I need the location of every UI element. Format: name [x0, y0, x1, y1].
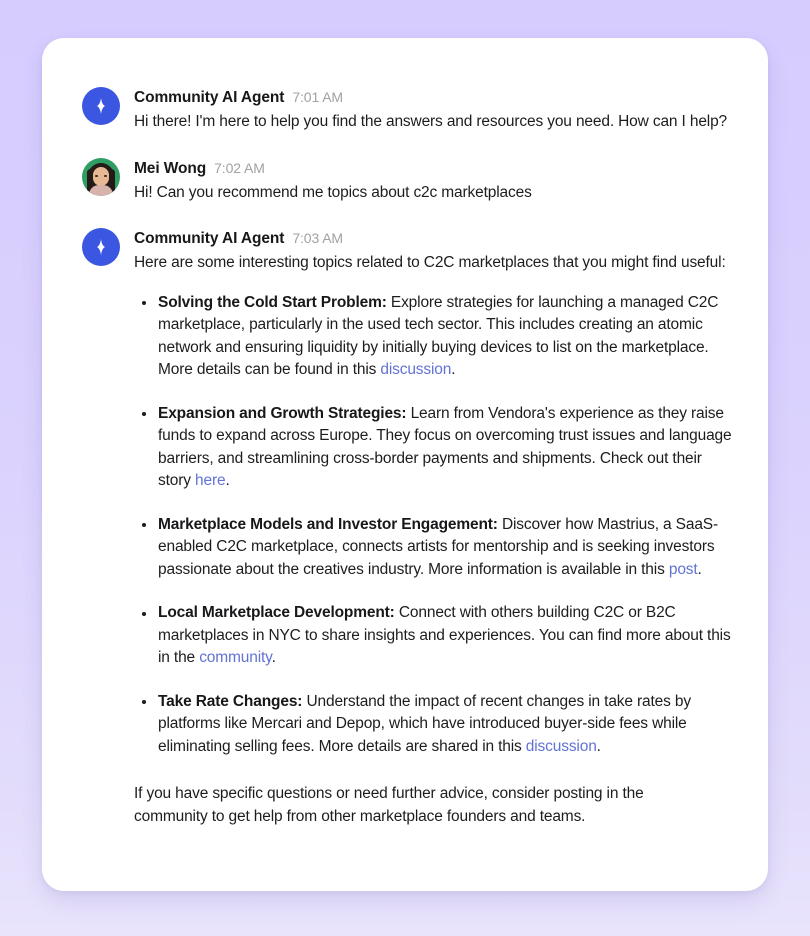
topic-link[interactable]: discussion — [380, 361, 452, 378]
topic-body-tail: . — [225, 472, 230, 489]
topic-title: Solving the Cold Start Problem: — [158, 293, 387, 311]
message-item — [82, 227, 734, 828]
topic-link[interactable]: community — [199, 649, 272, 666]
message-author: Community AI Agent — [134, 230, 285, 247]
topic-link[interactable]: post — [668, 560, 698, 578]
topic-body-tail: . — [271, 649, 276, 666]
topic-item — [134, 602, 734, 670]
topic-link[interactable]: here — [195, 472, 226, 489]
avatar-eye-left — [95, 175, 98, 177]
message-timestamp: 7:03 AM — [292, 230, 343, 246]
topic-item — [134, 514, 734, 582]
avatar-eye-right — [104, 175, 107, 177]
topic-item — [134, 403, 734, 493]
topic-item — [134, 292, 734, 382]
message-body — [134, 157, 734, 205]
message-header — [134, 157, 734, 180]
topic-link[interactable]: discussion — [525, 737, 597, 755]
message-intro-text: Here are some interesting topics related to C2C marketplaces that you might find useful: — [134, 254, 726, 271]
chat-card — [42, 38, 768, 891]
topic-body-tail: . — [697, 560, 702, 578]
message-list — [42, 38, 768, 858]
message-text: Hi there! I'm here to help you find the answers and resources you need. How can I help? — [134, 113, 728, 130]
topic-title: Marketplace Models and Investor Engagement: — [158, 515, 498, 533]
topic-body: Explore strategies for launching a managed C2C marketplace, particularly in the used tech sector. This includes creating an atomic network and ensuring liquidity by initially buying devices to list on the marketplace. More details can be found in this — [158, 293, 719, 378]
sparkle-icon — [90, 95, 112, 117]
topic-body: Connect with others building C2C or B2C marketplaces in NYC to share insights and experiences. You can find more about this in the — [158, 604, 731, 666]
message-author: Community AI Agent — [134, 89, 285, 106]
message-timestamp: 7:02 AM — [214, 159, 265, 176]
topic-title: Take Rate Changes: — [158, 692, 303, 710]
message-outro-text: If you have specific questions or need further advice, consider posting in the community to get help from other marketplace founders and teams. — [134, 785, 644, 825]
message-body — [134, 227, 734, 828]
avatar-user[interactable] — [82, 158, 120, 196]
avatar-ai[interactable] — [82, 228, 120, 266]
sparkle-icon — [90, 236, 112, 258]
topic-list — [134, 292, 734, 759]
topic-body-tail: . — [596, 737, 601, 755]
topic-item — [134, 691, 734, 759]
message-text: Hi! Can you recommend me topics about c2c marketplaces — [134, 183, 532, 201]
topic-title: Local Marketplace Development: — [158, 604, 395, 621]
message-body — [134, 86, 734, 134]
message-author: Mei Wong — [134, 159, 207, 177]
message-header — [134, 86, 734, 109]
message-item — [82, 86, 734, 134]
message-header — [134, 227, 734, 250]
message-timestamp: 7:01 AM — [292, 89, 343, 105]
topic-body: Learn from Vendora's experience as they raise funds to expand across Europe. They focus on overcoming trust issues and language barriers, and streamlining cross-border payments and shipments. Check out their story — [158, 404, 732, 489]
topic-body: Understand the impact of recent changes in take rates by platforms like Mercari and Depop, which have introduced buyer-side fees while eliminating selling fees. More details are shared in this — [158, 692, 691, 755]
topic-title: Expansion and Growth Strategies: — [158, 404, 407, 422]
topic-body-tail: . — [451, 361, 456, 378]
topic-body: Discover how Mastrius, a SaaS-enabled C2C marketplace, connects artists for mentorship and is seeking investors passionate about the creatives industry. More information is available in this — [158, 515, 718, 578]
avatar-ai[interactable] — [82, 87, 120, 125]
message-item — [82, 157, 734, 205]
